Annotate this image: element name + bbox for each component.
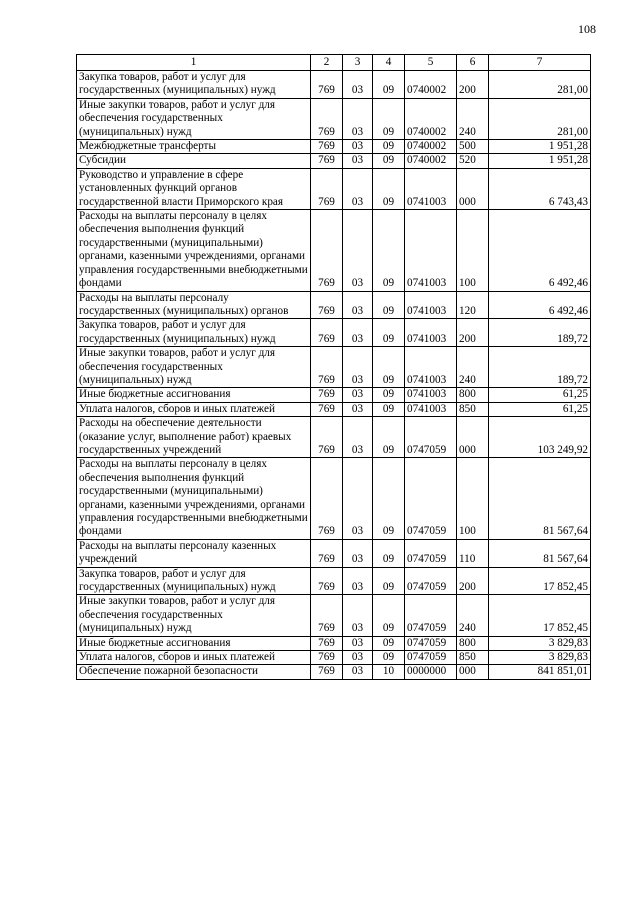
section-code-cell: 03 [343, 458, 373, 539]
target-article-cell: 0741003 [405, 291, 457, 319]
section-code-cell: 03 [343, 636, 373, 650]
grbs-code-cell: 769 [311, 417, 343, 458]
subsection-code-cell: 09 [373, 154, 405, 168]
subsection-code-cell: 09 [373, 402, 405, 416]
table-row [77, 651, 591, 665]
expense-name-cell: Межбюджетные трансферты [77, 140, 311, 154]
table-row [77, 98, 591, 139]
subsection-code-cell: 09 [373, 347, 405, 388]
grbs-code-cell: 769 [311, 168, 343, 209]
section-code-cell: 03 [343, 595, 373, 636]
subsection-code-cell: 09 [373, 98, 405, 139]
grbs-code-cell: 769 [311, 539, 343, 567]
subsection-code-cell: 09 [373, 71, 405, 99]
amount-cell: 17 852,45 [489, 595, 591, 636]
table-row [77, 291, 591, 319]
table-row [77, 347, 591, 388]
subsection-code-cell: 09 [373, 168, 405, 209]
grbs-code-cell: 769 [311, 665, 343, 679]
amount-cell: 6 743,43 [489, 168, 591, 209]
column-header: 5 [405, 55, 457, 71]
expense-name-cell: Закупка товаров, работ и услуг для государственных (муниципальных) нужд [77, 319, 311, 347]
expense-type-cell: 000 [457, 665, 489, 679]
page-number: 108 [578, 22, 596, 36]
expense-name-cell: Расходы на выплаты персоналу в целях обеспечения выполнения функций государственными (муниципальными) органами, казенными учреждениями, органами управления государственными внебюджетными фондами [77, 210, 311, 291]
expense-type-cell: 100 [457, 210, 489, 291]
grbs-code-cell: 769 [311, 210, 343, 291]
grbs-code-cell: 769 [311, 154, 343, 168]
grbs-code-cell: 769 [311, 71, 343, 99]
expense-name-cell: Расходы на обеспечение деятельности (оказание услуг, выполнение работ) краевых государственных учреждений [77, 417, 311, 458]
subsection-code-cell: 09 [373, 140, 405, 154]
grbs-code-cell: 769 [311, 388, 343, 402]
section-code-cell: 03 [343, 154, 373, 168]
target-article-cell: 0740002 [405, 140, 457, 154]
expense-type-cell: 100 [457, 458, 489, 539]
target-article-cell: 0741003 [405, 319, 457, 347]
subsection-code-cell: 09 [373, 539, 405, 567]
subsection-code-cell: 09 [373, 636, 405, 650]
table-row [77, 388, 591, 402]
target-article-cell: 0741003 [405, 210, 457, 291]
section-code-cell: 03 [343, 319, 373, 347]
target-article-cell: 0740002 [405, 71, 457, 99]
section-code-cell: 03 [343, 168, 373, 209]
grbs-code-cell: 769 [311, 98, 343, 139]
column-header: 4 [373, 55, 405, 71]
expense-type-cell: 120 [457, 291, 489, 319]
amount-cell: 189,72 [489, 347, 591, 388]
amount-cell: 81 567,64 [489, 539, 591, 567]
section-code-cell: 03 [343, 291, 373, 319]
table-row [77, 539, 591, 567]
column-header: 3 [343, 55, 373, 71]
table-row [77, 140, 591, 154]
expense-name-cell: Иные закупки товаров, работ и услуг для обеспечения государственных (муниципальных) нужд [77, 347, 311, 388]
subsection-code-cell: 09 [373, 210, 405, 291]
expense-name-cell: Иные бюджетные ассигнования [77, 636, 311, 650]
table-row [77, 319, 591, 347]
amount-cell: 281,00 [489, 98, 591, 139]
expense-name-cell: Расходы на выплаты персоналу государственных (муниципальных) органов [77, 291, 311, 319]
target-article-cell: 0747059 [405, 651, 457, 665]
section-code-cell: 03 [343, 539, 373, 567]
expense-type-cell: 520 [457, 154, 489, 168]
expense-type-cell: 000 [457, 417, 489, 458]
section-code-cell: 03 [343, 567, 373, 595]
expense-type-cell: 850 [457, 651, 489, 665]
table-row [77, 71, 591, 99]
target-article-cell: 0747059 [405, 595, 457, 636]
target-article-cell: 0741003 [405, 388, 457, 402]
amount-cell: 6 492,46 [489, 291, 591, 319]
grbs-code-cell: 769 [311, 140, 343, 154]
amount-cell: 6 492,46 [489, 210, 591, 291]
column-header: 6 [457, 55, 489, 71]
section-code-cell: 03 [343, 665, 373, 679]
expense-name-cell: Иные закупки товаров, работ и услуг для обеспечения государственных (муниципальных) нужд [77, 98, 311, 139]
section-code-cell: 03 [343, 140, 373, 154]
section-code-cell: 03 [343, 210, 373, 291]
expense-name-cell: Уплата налогов, сборов и иных платежей [77, 651, 311, 665]
section-code-cell: 03 [343, 347, 373, 388]
subsection-code-cell: 09 [373, 319, 405, 347]
subsection-code-cell: 09 [373, 458, 405, 539]
expense-name-cell: Закупка товаров, работ и услуг для государственных (муниципальных) нужд [77, 71, 311, 99]
column-header: 7 [489, 55, 591, 71]
table-row [77, 636, 591, 650]
budget-table [76, 54, 591, 680]
amount-cell: 103 249,92 [489, 417, 591, 458]
target-article-cell: 0741003 [405, 402, 457, 416]
amount-cell: 17 852,45 [489, 567, 591, 595]
amount-cell: 1 951,28 [489, 140, 591, 154]
table-row [77, 567, 591, 595]
expense-type-cell: 200 [457, 71, 489, 99]
amount-cell: 61,25 [489, 402, 591, 416]
expense-name-cell: Обеспечение пожарной безопасности [77, 665, 311, 679]
table-row [77, 154, 591, 168]
grbs-code-cell: 769 [311, 347, 343, 388]
amount-cell: 281,00 [489, 71, 591, 99]
expense-type-cell: 240 [457, 98, 489, 139]
table-body [77, 71, 591, 680]
table-row [77, 665, 591, 679]
expense-type-cell: 850 [457, 402, 489, 416]
amount-cell: 81 567,64 [489, 458, 591, 539]
expense-name-cell: Закупка товаров, работ и услуг для государственных (муниципальных) нужд [77, 567, 311, 595]
target-article-cell: 0741003 [405, 347, 457, 388]
subsection-code-cell: 09 [373, 651, 405, 665]
section-code-cell: 03 [343, 98, 373, 139]
expense-name-cell: Руководство и управление в сфере установленных функций органов государственной власти Приморского края [77, 168, 311, 209]
table-row [77, 168, 591, 209]
expense-name-cell: Иные бюджетные ассигнования [77, 388, 311, 402]
column-header: 1 [77, 55, 311, 71]
expense-type-cell: 240 [457, 347, 489, 388]
grbs-code-cell: 769 [311, 402, 343, 416]
section-code-cell: 03 [343, 651, 373, 665]
expense-name-cell: Уплата налогов, сборов и иных платежей [77, 402, 311, 416]
expense-type-cell: 500 [457, 140, 489, 154]
subsection-code-cell: 09 [373, 595, 405, 636]
target-article-cell: 0741003 [405, 168, 457, 209]
table-row [77, 210, 591, 291]
subsection-code-cell: 09 [373, 417, 405, 458]
amount-cell: 1 951,28 [489, 154, 591, 168]
grbs-code-cell: 769 [311, 567, 343, 595]
expense-type-cell: 240 [457, 595, 489, 636]
grbs-code-cell: 769 [311, 636, 343, 650]
amount-cell: 841 851,01 [489, 665, 591, 679]
subsection-code-cell: 09 [373, 567, 405, 595]
table-header-row [77, 55, 591, 71]
expense-name-cell: Расходы на выплаты персоналу в целях обеспечения выполнения функций государственными (муниципальными) органами, казенными учреждениями, органами управления государственными внебюджетными фондами [77, 458, 311, 539]
target-article-cell: 0747059 [405, 636, 457, 650]
grbs-code-cell: 769 [311, 458, 343, 539]
column-header: 2 [311, 55, 343, 71]
expense-type-cell: 000 [457, 168, 489, 209]
subsection-code-cell: 09 [373, 291, 405, 319]
expense-type-cell: 200 [457, 567, 489, 595]
expense-name-cell: Расходы на выплаты персоналу казенных учреждений [77, 539, 311, 567]
subsection-code-cell: 10 [373, 665, 405, 679]
grbs-code-cell: 769 [311, 291, 343, 319]
section-code-cell: 03 [343, 417, 373, 458]
section-code-cell: 03 [343, 388, 373, 402]
amount-cell: 189,72 [489, 319, 591, 347]
amount-cell: 3 829,83 [489, 636, 591, 650]
table-row [77, 595, 591, 636]
target-article-cell: 0747059 [405, 567, 457, 595]
section-code-cell: 03 [343, 402, 373, 416]
expense-name-cell: Субсидии [77, 154, 311, 168]
table-row [77, 417, 591, 458]
amount-cell: 3 829,83 [489, 651, 591, 665]
grbs-code-cell: 769 [311, 319, 343, 347]
table-row [77, 458, 591, 539]
grbs-code-cell: 769 [311, 595, 343, 636]
amount-cell: 61,25 [489, 388, 591, 402]
expense-type-cell: 800 [457, 388, 489, 402]
target-article-cell: 0740002 [405, 98, 457, 139]
grbs-code-cell: 769 [311, 651, 343, 665]
target-article-cell: 0747059 [405, 539, 457, 567]
target-article-cell: 0000000 [405, 665, 457, 679]
expense-type-cell: 200 [457, 319, 489, 347]
table-row [77, 402, 591, 416]
target-article-cell: 0747059 [405, 417, 457, 458]
expense-type-cell: 110 [457, 539, 489, 567]
section-code-cell: 03 [343, 71, 373, 99]
subsection-code-cell: 09 [373, 388, 405, 402]
expense-type-cell: 800 [457, 636, 489, 650]
target-article-cell: 0740002 [405, 154, 457, 168]
target-article-cell: 0747059 [405, 458, 457, 539]
expense-name-cell: Иные закупки товаров, работ и услуг для обеспечения государственных (муниципальных) нужд [77, 595, 311, 636]
